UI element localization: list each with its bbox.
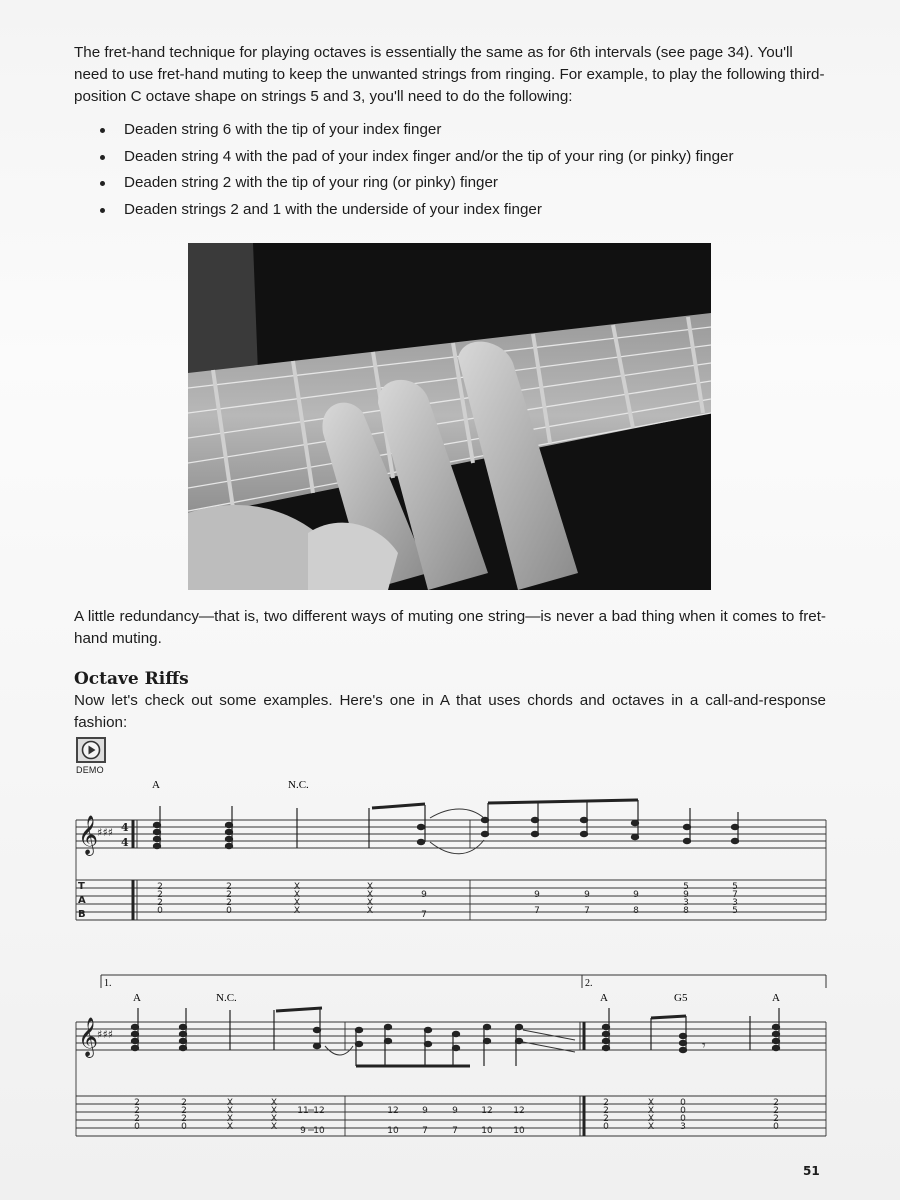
tab-fret-number: 9 bbox=[452, 1106, 458, 1116]
tab-fret-number: X bbox=[293, 906, 301, 916]
chord-symbol: A bbox=[152, 779, 160, 791]
tab-fret-number: 2 bbox=[181, 1106, 187, 1116]
bullet-icon bbox=[100, 155, 105, 160]
tab-fret-number: 0 bbox=[603, 1122, 609, 1132]
tab-fret-number: 2 bbox=[773, 1114, 779, 1124]
tab-fret-number: 5 bbox=[683, 882, 689, 892]
tab-fret-number: 12 bbox=[513, 1106, 525, 1116]
bullet-icon bbox=[100, 128, 105, 133]
tab-fret-number: X bbox=[647, 1098, 655, 1108]
tab-fret-number: X bbox=[293, 890, 301, 900]
tab-fret-number: 2 bbox=[603, 1098, 609, 1108]
tab-fret-number: 9 bbox=[534, 890, 540, 900]
bullet-icon bbox=[100, 181, 105, 186]
tab-fret-number: 2 bbox=[181, 1114, 187, 1124]
tab-fret-number: X bbox=[270, 1122, 278, 1132]
system-2 bbox=[76, 975, 826, 1136]
muting-steps-list bbox=[74, 117, 826, 223]
tab-fret-number: X bbox=[270, 1106, 278, 1116]
tab-fret-number: 12 bbox=[313, 1106, 325, 1116]
redundancy-paragraph: A little redundancy—that is, two different ways of muting one string—is never a bad thing when it comes to fret-hand muting. bbox=[74, 608, 826, 647]
tab-fret-number: X bbox=[293, 882, 301, 892]
tab-fret-number: 7 bbox=[452, 1126, 458, 1136]
chord-symbol: A bbox=[600, 992, 608, 1004]
tab-fret-number: 2 bbox=[226, 882, 232, 892]
tab-fret-number: 10 bbox=[481, 1126, 493, 1136]
tab-fret-number: 9 bbox=[421, 890, 427, 900]
list-item bbox=[74, 197, 826, 224]
tab-fret-number: X bbox=[270, 1098, 278, 1108]
fretboard-photo bbox=[188, 243, 711, 590]
tab-fret-number: X bbox=[226, 1106, 234, 1116]
tab-fret-number: 3 bbox=[680, 1122, 686, 1132]
treble-clef: 𝄞 bbox=[78, 815, 99, 855]
tab-fret-number: 9 bbox=[422, 1106, 428, 1116]
system-1 bbox=[76, 779, 826, 920]
tab-fret-number: X bbox=[366, 890, 374, 900]
list-item-text: Deaden string 2 with the tip of your ring (or pinky) finger bbox=[124, 174, 498, 191]
key-signature: ♯♯♯ bbox=[97, 1028, 113, 1041]
section-heading: Octave Riffs bbox=[74, 669, 189, 689]
treble-clef: 𝄞 bbox=[78, 1017, 99, 1057]
tab-fret-number: 5 bbox=[732, 906, 738, 916]
tab-fret-number: 9 bbox=[300, 1126, 306, 1136]
tab-fret-number: 11 bbox=[297, 1106, 309, 1116]
tab-fret-number: 10 bbox=[513, 1126, 525, 1136]
tab-fret-number: 7 bbox=[421, 910, 427, 920]
tab-fret-number: X bbox=[647, 1122, 655, 1132]
chord-symbol: G5 bbox=[674, 992, 688, 1004]
chord-symbol: N.C. bbox=[216, 992, 237, 1004]
time-signature: 4 bbox=[121, 821, 129, 834]
tab-fret-number: 2 bbox=[226, 890, 232, 900]
bullet-icon bbox=[100, 208, 105, 213]
tab-fret-number: 9 bbox=[633, 890, 639, 900]
tab-fret-number: 12 bbox=[481, 1106, 493, 1116]
list-item bbox=[74, 117, 826, 144]
tab-fret-number: 8 bbox=[633, 906, 639, 916]
demo-label: DEMO bbox=[76, 765, 104, 775]
tab-fret-number: X bbox=[226, 1122, 234, 1132]
tab-label: T bbox=[78, 881, 85, 892]
chord-symbol: A bbox=[133, 992, 141, 1004]
tab-fret-number: 2 bbox=[134, 1114, 140, 1124]
tab-fret-number: 3 bbox=[732, 898, 738, 908]
tab-fret-number: 2 bbox=[157, 898, 163, 908]
tab-fret-number: X bbox=[270, 1114, 278, 1124]
tab-fret-number: 8 bbox=[683, 906, 689, 916]
tab-fret-number: 2 bbox=[226, 898, 232, 908]
tab-fret-number: 9 bbox=[683, 890, 689, 900]
list-item bbox=[74, 170, 826, 197]
fretboard-illustration bbox=[188, 243, 711, 590]
tab-fret-number: 0 bbox=[226, 906, 232, 916]
eighth-rest-icon: 𝄾 bbox=[702, 1038, 706, 1054]
tab-label: B bbox=[78, 909, 86, 920]
tab-fret-number: 2 bbox=[134, 1106, 140, 1116]
tab-fret-number: 5 bbox=[732, 882, 738, 892]
music-notation bbox=[0, 760, 900, 1160]
tab-fret-number: X bbox=[366, 898, 374, 908]
tab-fret-number: 2 bbox=[157, 890, 163, 900]
tab-fret-number: 2 bbox=[603, 1114, 609, 1124]
tab-fret-number: 3 bbox=[683, 898, 689, 908]
tab-fret-number: 10 bbox=[387, 1126, 399, 1136]
tab-fret-number: 0 bbox=[134, 1122, 140, 1132]
list-item-text: Deaden string 4 with the pad of your index finger and/or the tip of your ring (or pinky) finger bbox=[124, 147, 734, 165]
octave-riffs-paragraph: Now let's check out some examples. Here's one in A that uses chords and octaves in a call-and-response fashion: bbox=[74, 692, 826, 731]
tab-fret-number: 12 bbox=[387, 1106, 399, 1116]
tab-fret-number: 0 bbox=[773, 1122, 779, 1132]
tab-fret-number: 2 bbox=[773, 1106, 779, 1116]
tab-fret-number: 2 bbox=[773, 1098, 779, 1108]
tab-fret-number: X bbox=[226, 1114, 234, 1124]
tab-fret-number: 10 bbox=[313, 1126, 325, 1136]
tab-fret-number: 7 bbox=[732, 890, 738, 900]
tab-fret-number: 7 bbox=[534, 906, 540, 916]
tab-fret-number: X bbox=[647, 1106, 655, 1116]
key-signature: ♯♯♯ bbox=[97, 826, 113, 839]
tab-fret-number: 0 bbox=[157, 906, 163, 916]
tab-fret-number: X bbox=[366, 882, 374, 892]
play-icon bbox=[81, 740, 101, 760]
volta-second-ending: 2. bbox=[585, 978, 593, 989]
list-item bbox=[74, 144, 826, 171]
tab-fret-number: 2 bbox=[157, 882, 163, 892]
tab-fret-number: 7 bbox=[584, 906, 590, 916]
tab-fret-number: 2 bbox=[134, 1098, 140, 1108]
tab-label: A bbox=[78, 895, 86, 906]
tab-fret-number: 0 bbox=[680, 1098, 686, 1108]
tab-fret-number: 2 bbox=[181, 1098, 187, 1108]
tab-fret-number: X bbox=[366, 906, 374, 916]
tab-fret-number: 7 bbox=[422, 1126, 428, 1136]
chord-symbol: N.C. bbox=[288, 779, 309, 791]
tab-fret-number: 2 bbox=[603, 1106, 609, 1116]
tab-fret-number: 9 bbox=[584, 890, 590, 900]
intro-paragraph: The fret-hand technique for playing octaves is essentially the same as for 6th intervals (see page 34). You'll need to use fret-hand muting to keep the unwanted strings from ringing. For example, to play the following third-position C octave shape on strings 5 and 3, you'll need to do the following: bbox=[74, 44, 825, 105]
page-number: 51 bbox=[803, 1164, 820, 1178]
tab-fret-number: X bbox=[647, 1114, 655, 1124]
tab-fret-number: 0 bbox=[680, 1106, 686, 1116]
tab-fret-number: X bbox=[226, 1098, 234, 1108]
time-signature: 4 bbox=[121, 836, 129, 849]
list-item-text: Deaden string 6 with the tip of your index finger bbox=[124, 121, 442, 138]
tab-fret-number: X bbox=[293, 898, 301, 908]
chord-symbol: A bbox=[772, 992, 780, 1004]
tab-fret-number: 0 bbox=[680, 1114, 686, 1124]
volta-first-ending: 1. bbox=[104, 978, 112, 989]
list-item-text: Deaden strings 2 and 1 with the underside of your index finger bbox=[124, 200, 542, 218]
tab-fret-number: 0 bbox=[181, 1122, 187, 1132]
